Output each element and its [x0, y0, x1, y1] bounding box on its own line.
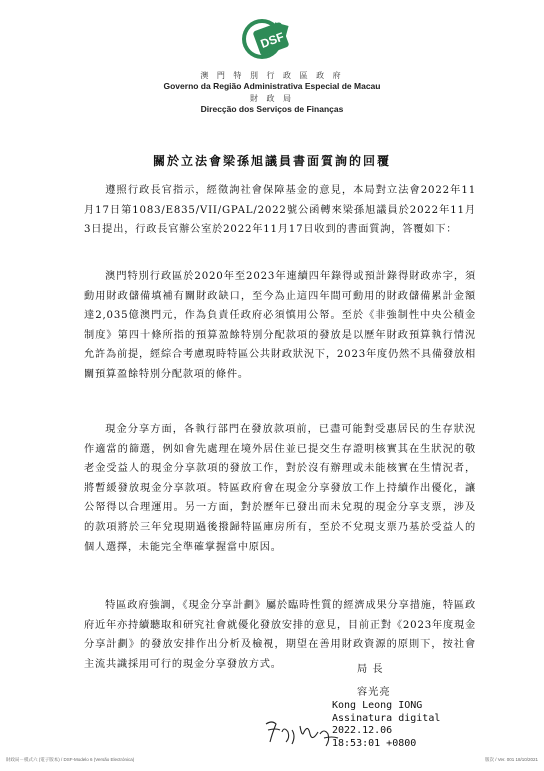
- signatory-name: 容光亮: [357, 687, 391, 698]
- paragraph-fiscal-reserve: [84, 267, 476, 385]
- signature-time: 18:53:01 +0800: [332, 737, 417, 749]
- signatory-role: 局 長: [357, 664, 384, 675]
- dsf-logo-icon: [232, 12, 304, 68]
- bureau-name-portuguese: Direcção dos Serviços de Finanças: [200, 104, 344, 114]
- paragraph-text: 現金分享方面，各執行部門在發放款項前，已盡可能對受惠居民的生存狀況作適當的篩選，例如會先處理在境外居住並已提交生存證明核實其在生狀況的敬老金受益人的現金分享款項的發放工作，對於沒有辦理或未能核實在生情況者，將暫緩發放現金分享款項。特區政府會在現金分享發放工作上持續作出優化，讓公帑得以合理運用。另一方面，對於歷年已發出而未兌現的現金分享支票，涉及的款項將於三年兌現期過後撥歸特區庫房所有，至於不兌現支票乃基於受益人的個人選擇，未能完全準確掌握當中原因。: [84, 424, 476, 553]
- region-name-portuguese: Governo da Região Administrativa Especial de Macau: [163, 81, 381, 91]
- bureau-name-chinese: 財 政 局: [249, 94, 295, 103]
- signature-label: Assinatura digital: [332, 712, 441, 724]
- signer-name: Kong Leong IONG: [332, 700, 423, 711]
- footer-version: 版次 / Ver. 001 18/10/2021: [484, 757, 538, 762]
- region-name-chinese: 澳 門 特 別 行 政 區 政 府: [200, 71, 344, 80]
- paragraph-text: 澳門特別行政區於2020年至2023年連續四年錄得或預計錄得財政赤字，須動用財政儲備填補有關財政缺口，至今為止這四年間可動用的財政儲備累計金額達2,035億澳門元，作為負責任政府必須慎用公帑。至於《非強制性中央公積金制度》第四十條所指的預算盈餘特別分配款項的發放是以歷年財政預算執行情況允許為前提，經綜合考慮現時特區公共財政狀況下，2023年度仍然不具備發放相關預算盈餘特別分配款項的條件。: [84, 271, 476, 380]
- paragraph-wealth-partaking: [84, 420, 476, 557]
- paragraph-text: 特區政府強調，《現金分享計劃》屬於臨時性質的經濟成果分享措施，特區政府近年亦持續聽取和研究社會就優化發放安排的意見，目前正對《2023年度現金分享計劃》的發放安排作出分析及檢視，期望在善用財政資源的原則下，按社會主流共識採用可行的現金分享發放方式。: [84, 600, 476, 670]
- paragraph-government-emphasis: [84, 596, 476, 674]
- svg-text:DSF: DSF: [258, 29, 286, 51]
- paragraph-intro: [84, 181, 476, 240]
- digital-signature: [332, 700, 440, 750]
- handwritten-signature-icon: [262, 712, 342, 752]
- footer-form-id: 財政局－模式六 (電子版本) / DSF-Modelo 6 (Versão Electrónica): [6, 757, 135, 762]
- document-title: 關於立法會梁孫旭議員書面質詢的回覆: [152, 154, 391, 168]
- paragraph-text: 遵照行政長官指示，經徵詢社會保障基金的意見，本局對立法會2022年11月17日第1083/E835/VII/GPAL/2022號公函轉來梁孫旭議員於2022年11月3日提出，行政長官辦公室於2022年11月17日收到的書面質詢，答覆如下：: [84, 185, 476, 236]
- signature-date: 2022.12.06: [332, 725, 393, 736]
